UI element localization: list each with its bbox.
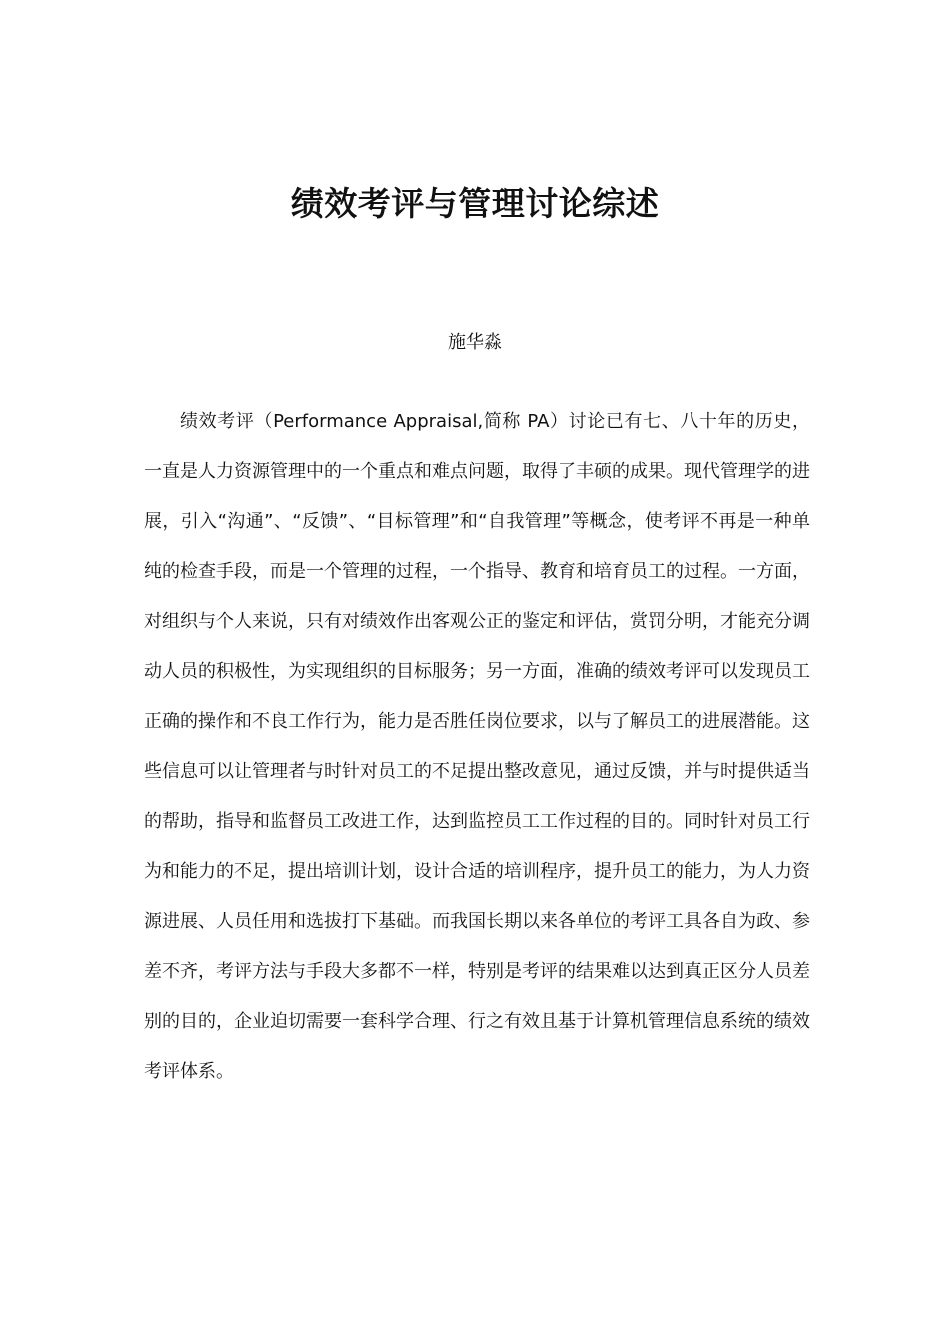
body-paragraph: 绩效考评（Performance Appraisal,简称 PA）讨论已有七、八十年的历史，一直是人力资源管理中的一个重点和难点问题，取得了丰硕的成果。现代管理学的进展，引入“沟通”、“反馈”、“目标管理”和“自我管理”等概念，使考评不再是一种单纯的检查手段，而是一个管理的过程，一个指导、教育和培育员工的过程。一方面，对组织与个人来说，只有对绩效作出客观公正的鉴定和评估，赏罚分明，才能充分调动人员的积极性，为实现组织的目标服务；另一方面，准确的绩效考评可以发现员工正确的操作和不良工作行为，能力是否胜任岗位要求，以与了解员工的进展潜能。这些信息可以让管理者与时针对员工的不足提出整改意见，通过反馈，并与时提供适当的帮助，指导和监督员工改进工作，达到监控员工工作过程的目的。同时针对员工行为和能力的不足，提出培训计划，设计合适的培训程序，提升员工的能力，为人力资源进展、人员任用和选拔打下基础。而我国长期以来各单位的考评工具各自为政、参差不齐，考评方法与手段大多都不一样，特别是考评的结果难以达到真正区分人员差别的目的，企业迫切需要一套科学合理、行之有效且基于计算机管理信息系统的绩效考评体系。 [144,411,810,1082]
document-title: 绩效考评与管理讨论综述 [290,184,660,223]
document-author: 施华淼 [448,332,502,353]
